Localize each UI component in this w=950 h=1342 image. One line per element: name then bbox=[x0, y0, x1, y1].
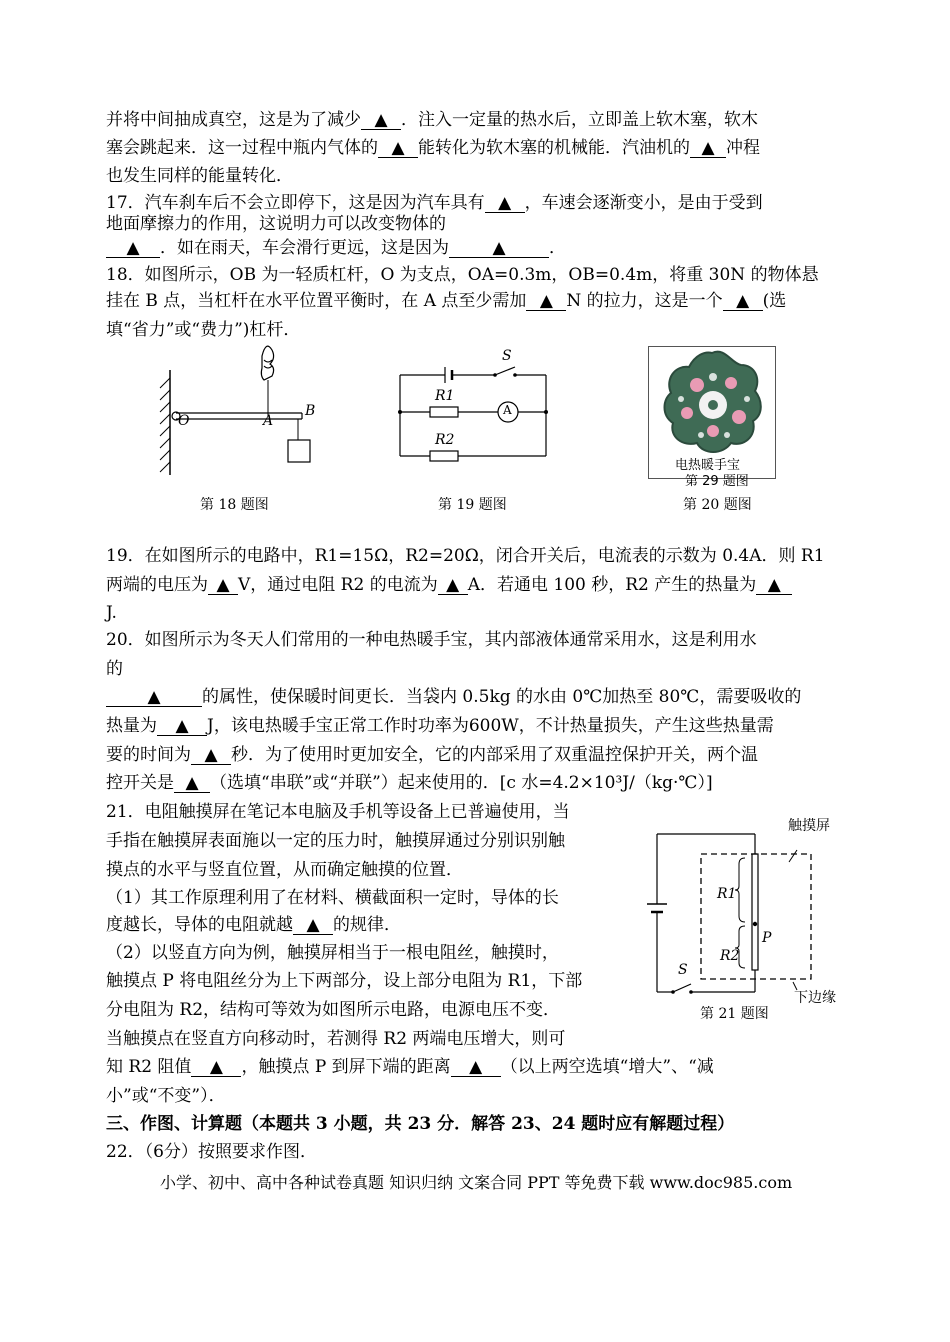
label-B: B bbox=[305, 403, 316, 419]
answer-blank[interactable]: ▲ bbox=[438, 576, 468, 595]
q16-line-1: 并将中间抽成真空，这是为了减少 ▲ ．注入一定量的热水后，立即盖上软木塞，软木 bbox=[106, 110, 758, 130]
q16-line-2: 塞会跳起来．这一过程中瓶内气体的 ▲ 能转化为软木塞的机械能．汽油机的 ▲ 冲程 bbox=[106, 138, 760, 158]
answer-blank[interactable]: ▲ bbox=[106, 688, 202, 707]
bottom-edge-label: 下边缘 bbox=[794, 990, 836, 1006]
figure-20-caption: 第 20 题图 bbox=[683, 497, 752, 513]
q20-line-2: 的 bbox=[106, 659, 123, 679]
answer-blank[interactable]: ▲ bbox=[293, 916, 333, 935]
label-R2: R2 bbox=[720, 948, 740, 964]
q20-line-6: 控开关是 ▲ （选填“串联”或“并联”）起来使用的．[c 水=4.2×10³J/（kg·℃）] bbox=[106, 773, 713, 793]
answer-blank[interactable]: ▲ bbox=[174, 774, 210, 793]
q19-line-3: J. bbox=[106, 603, 117, 623]
answer-blank[interactable]: ▲ bbox=[451, 1058, 501, 1077]
ammeter-label: A bbox=[503, 403, 512, 417]
section-3-heading: 三、作图、计算题（本题共 3 小题，共 23 分．解答 23、24 题时应有解题过程） bbox=[106, 1114, 735, 1134]
q20-line-1: 20．如图所示为冬天人们常用的一种电热暖手宝，其内部液体通常采用水，这是利用水 bbox=[106, 630, 757, 650]
q18-line-2: 挂在 B 点，当杠杆在水平位置平衡时，在 A 点至少需加 ▲ N 的拉力，这是一个 ▲ (选 bbox=[106, 291, 787, 311]
q21-line-5: 度越长，导体的电阻就越 ▲ 的规律． bbox=[106, 915, 401, 935]
label-R1: R1 bbox=[717, 886, 737, 902]
q20-line-5: 要的时间为 ▲ 秒．为了使用时更加安全，它的内部采用了双重温控保护开关，两个温 bbox=[106, 745, 758, 765]
label-S: S bbox=[502, 348, 512, 364]
answer-blank[interactable]: ▲ bbox=[690, 139, 726, 158]
answer-blank[interactable]: ▲ bbox=[756, 576, 792, 595]
label-O: O bbox=[178, 413, 190, 429]
label-P: P bbox=[762, 930, 772, 946]
touchscreen-label: 触摸屏 bbox=[788, 818, 830, 834]
q18-line-3: 填“省力”或“费力”)杠杆． bbox=[106, 320, 301, 340]
q21-line-3: 摸点的水平与竖直位置，从而确定触摸的位置． bbox=[106, 860, 463, 880]
q21-line-11: 小”或“不变”）． bbox=[106, 1086, 226, 1106]
figure-19-caption: 第 19 题图 bbox=[438, 497, 507, 513]
q18-line-1: 18．如图所示，OB 为一轻质杠杆，O 为支点，OA=0.3m，OB=0.4m，将重 30N 的物体悬 bbox=[106, 265, 819, 285]
q21-line-8: 分电阻为 R2，结构可等效为如图所示电路，电源电压不变． bbox=[106, 1000, 561, 1020]
answer-blank[interactable]: ▲ bbox=[378, 139, 418, 158]
q16-line-3: 也发生同样的能量转化． bbox=[106, 166, 293, 186]
answer-blank[interactable]: ▲ bbox=[485, 194, 525, 213]
q20-line-4: 热量为 ▲ J，该电热暖手宝正常工作时功率为600W，不计热量损失，产生这些热量需 bbox=[106, 716, 774, 736]
hand-warmer-image bbox=[657, 347, 767, 459]
answer-blank[interactable]: ▲ bbox=[723, 292, 763, 311]
label-R2: R2 bbox=[435, 432, 455, 448]
answer-blank[interactable]: ▲ bbox=[361, 111, 401, 130]
photo-caption: 电热暖手宝 第 29 题图 bbox=[675, 458, 749, 489]
answer-blank[interactable]: ▲ bbox=[106, 239, 160, 258]
figure-21-circuit bbox=[645, 820, 845, 1010]
q20-line-3: ▲ 的属性，使保暖时间更长．当袋内 0.5kg 的水由 0℃加热至 80℃，需要吸收的 bbox=[106, 687, 801, 707]
answer-blank[interactable]: ▲ bbox=[191, 746, 231, 765]
answer-blank[interactable]: ▲ bbox=[208, 576, 238, 595]
q21-line-6: （2）以竖直方向为例，触摸屏相当于一根电阻丝，触摸时， bbox=[106, 943, 559, 963]
q17-line-3: ▲ ．如在雨天，车会滑行更远，这是因为 ▲ ． bbox=[106, 238, 566, 258]
q21-line-10: 知 R2 阻值 ▲ ，触摸点 P 到屏下端的距离 ▲ （以上两空选填“增大”、“减 bbox=[106, 1057, 714, 1077]
answer-blank[interactable]: ▲ bbox=[526, 292, 566, 311]
figure-21-caption: 第 21 题图 bbox=[700, 1006, 769, 1022]
q22-line: 22．（6分）按照要求作图． bbox=[106, 1142, 317, 1162]
answer-blank[interactable]: ▲ bbox=[191, 1058, 241, 1077]
q21-line-7: 触摸点 P 将电阻丝分为上下两部分，设上部分电阻为 R1，下部 bbox=[106, 971, 583, 991]
q19-line-1: 19．在如图所示的电路中，R1=15Ω，R2=20Ω，闭合开关后，电流表的示数为 0.4A．则 R1 bbox=[106, 546, 825, 566]
answer-blank[interactable]: ▲ bbox=[157, 717, 207, 736]
figure-19-circuit bbox=[390, 360, 560, 470]
q17-line-1: 17．汽车刹车后不会立即停下，这是因为汽车具有 ▲ ，车速会逐渐变小，是由于受到 bbox=[106, 193, 763, 213]
q21-line-1: 21．电阻触摸屏在笔记本电脑及手机等设备上已普遍使用，当 bbox=[106, 802, 570, 822]
q21-line-2: 手指在触摸屏表面施以一定的压力时，触摸屏通过分别识别触 bbox=[106, 831, 565, 851]
answer-blank[interactable]: ▲ bbox=[449, 239, 549, 258]
label-R1: R1 bbox=[435, 388, 455, 404]
q21-line-9: 当触摸点在竖直方向移动时，若测得 R2 两端电压增大，则可 bbox=[106, 1029, 566, 1049]
q19-line-2: 两端的电压为 ▲ V，通过电阻 R2 的电流为 ▲ A．若通电 100 秒，R2 产生的热量为 ▲ bbox=[106, 575, 792, 595]
q21-line-4: （1）其工作原理利用了在材料、横截面积一定时，导体的长 bbox=[106, 888, 559, 908]
label-S: S bbox=[678, 962, 688, 978]
q17-line-2: 地面摩擦力的作用，这说明力可以改变物体的 bbox=[106, 214, 446, 234]
label-A: A bbox=[263, 413, 274, 429]
figure-18-caption: 第 18 题图 bbox=[200, 497, 269, 513]
footer-text: 小学、初中、高中各种试卷真题 知识归纳 文案合同 PPT 等免费下载 www.doc985.com bbox=[160, 1173, 793, 1192]
